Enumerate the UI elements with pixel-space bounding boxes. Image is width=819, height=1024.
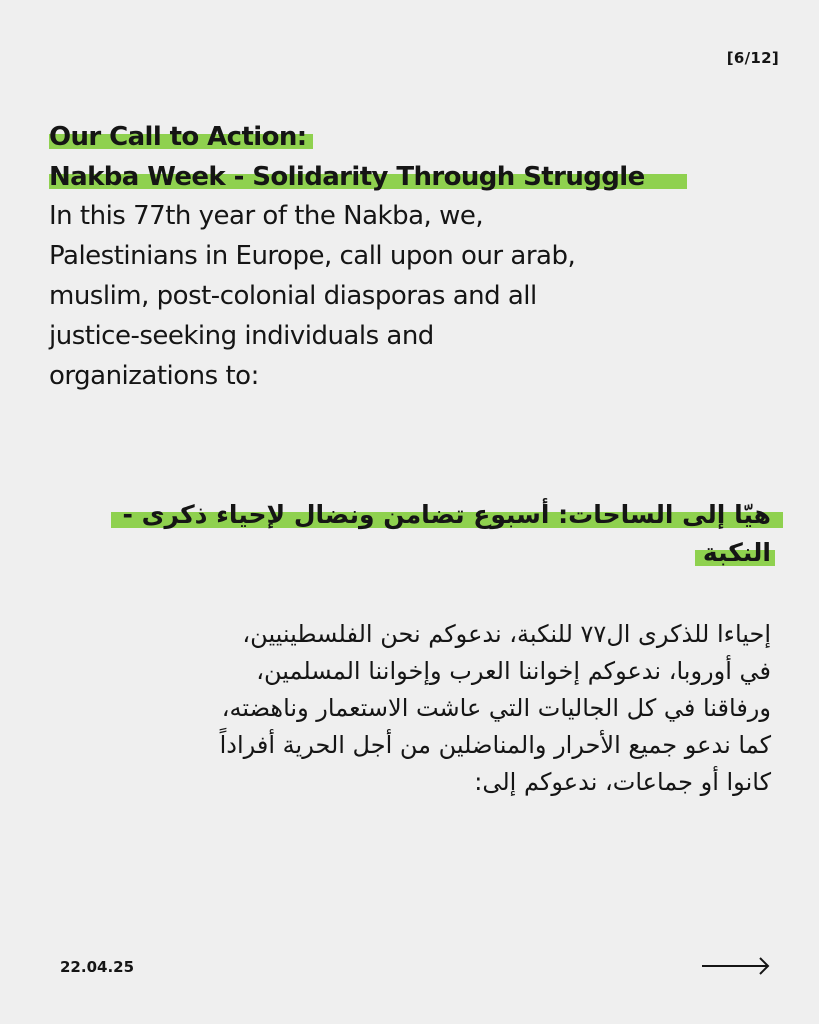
arabic-body-text [31, 616, 771, 801]
english-body-line: Palestinians in Europe, call upon our arab, [49, 241, 576, 271]
arabic-heading-line-2: النكبة [695, 534, 775, 572]
english-body-line: organizations to: [49, 361, 259, 391]
next-slide-button[interactable] [700, 955, 772, 977]
english-body-text [49, 196, 789, 396]
arrow-right-icon [700, 955, 772, 977]
english-body-line: muslim, post-colonial diasporas and all [49, 281, 537, 311]
call-to-action-title [49, 117, 789, 197]
arabic-body-line: إحياءا للذكرى ال٧٧ للنكبة، ندعوكم نحن الفلسطينيين، [242, 620, 771, 648]
english-body-line: justice-seeking individuals and [49, 321, 434, 351]
page-counter: [6/12] [726, 49, 779, 67]
arabic-body-line: في أوروبا، ندعوكم إخواننا العرب وإخواننا المسلمين، [256, 657, 771, 685]
arabic-body-line: كانوا أو جماعات، ندعوكم إلى: [474, 768, 771, 796]
arabic-body-line: ورفاقنا في كل الجاليات التي عاشت الاستعمار وناهضته، [221, 694, 771, 722]
english-body-line: In this 77th year of the Nakba, we, [49, 201, 484, 231]
post-date: 22.04.25 [60, 958, 135, 976]
title-line-2: Nakba Week - Solidarity Through Struggle [49, 157, 687, 197]
arabic-body-line: كما ندعو جميع الأحرار والمناضلين من أجل الحرية أفراداً [219, 731, 771, 759]
arabic-heading [31, 496, 771, 572]
title-line-1: Our Call to Action: [49, 117, 313, 157]
arabic-heading-line-1: هيّا إلى الساحات: أسبوع تضامن ونضال لإحياء ذكرى - [111, 496, 783, 534]
